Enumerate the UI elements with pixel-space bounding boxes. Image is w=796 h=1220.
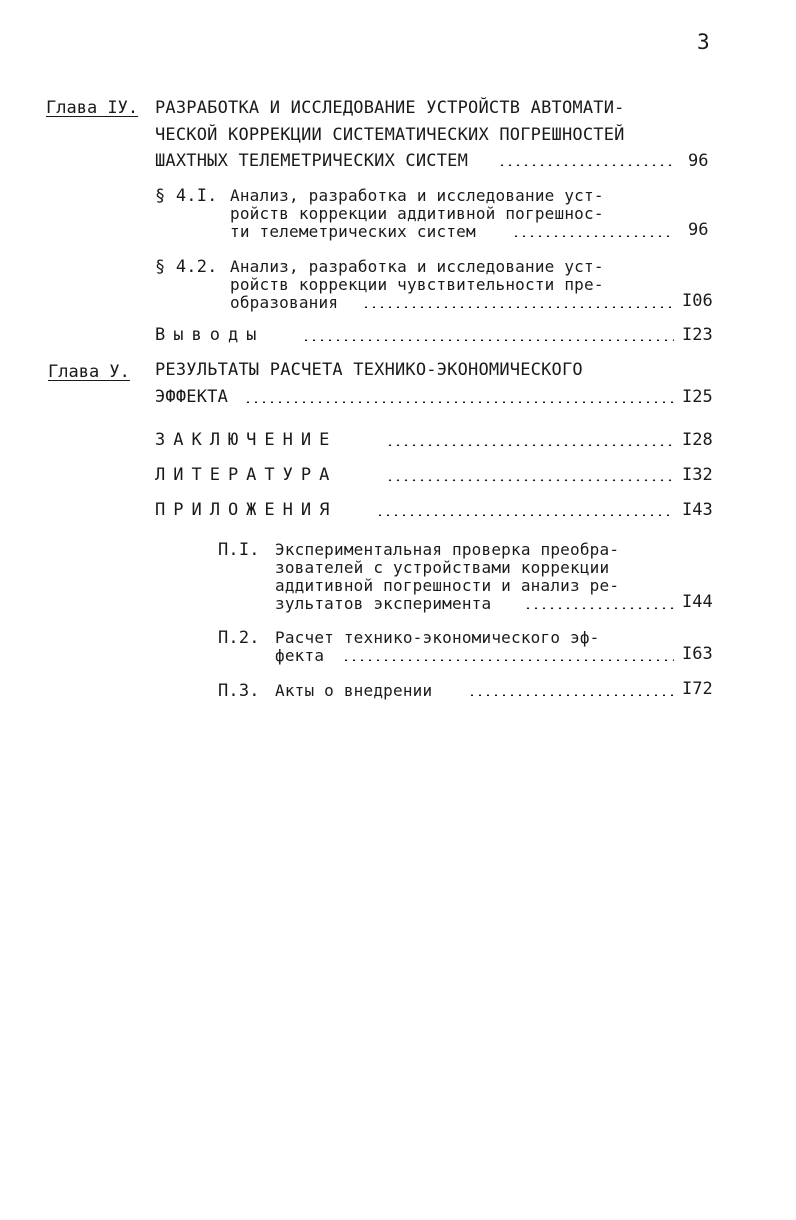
appendix-2-number: П.2. <box>218 628 260 648</box>
appendix-2-line-1: Расчет технико-экономического эф- <box>275 628 600 647</box>
literature-page: I32 <box>682 465 713 485</box>
appendix-1-line-3: аддитивной погрешности и анализ ре- <box>275 576 620 595</box>
section-4-2-number: § 4.2. <box>155 257 218 277</box>
appendix-2-line-2: фекта <box>275 646 325 665</box>
chapter5-page: I25 <box>682 387 713 407</box>
appendix-3-page: I72 <box>682 679 713 699</box>
section-4-1-line-3: ти телеметрических систем <box>230 222 476 241</box>
leader-dots <box>512 235 674 237</box>
section-4-2-page: I06 <box>682 291 713 311</box>
appendix-1-line-2: зователей с устройствами коррекции <box>275 558 610 577</box>
page-number: 3 <box>697 30 710 54</box>
literature-label: ЛИТЕРАТУРА <box>155 465 338 485</box>
chapter5-label: Глава У. <box>48 362 130 382</box>
appendix-1-number: П.I. <box>218 540 260 560</box>
leader-dots <box>468 694 674 696</box>
chapter4-title-line-1: РАЗРАБОТКА И ИССЛЕДОВАНИЕ УСТРОЙСТВ АВТОМАТИ- <box>155 98 625 118</box>
chapter5-title-line-1: РЕЗУЛЬТАТЫ РАСЧЕТА ТЕХНИКО-ЭКОНОМИЧЕСКОГО <box>155 360 583 380</box>
section-4-2-line-3: образования <box>230 293 339 312</box>
section-4-1-line-1: Анализ, разработка и исследование уст- <box>230 186 604 205</box>
leader-dots <box>386 479 674 481</box>
leader-dots <box>244 401 674 403</box>
conclusion-page: I28 <box>682 430 713 450</box>
leader-dots <box>386 444 674 446</box>
appendix-1-page: I44 <box>682 592 713 612</box>
appendices-label: ПРИЛОЖЕНИЯ <box>155 500 338 520</box>
conclusions-label: Выводы <box>155 325 265 345</box>
section-4-2-line-1: Анализ, разработка и исследование уст- <box>230 257 604 276</box>
leader-dots <box>302 339 674 341</box>
chapter4-title-line-3: ШАХТНЫХ ТЕЛЕМЕТРИЧЕСКИХ СИСТЕМ <box>155 151 469 171</box>
leader-dots <box>498 164 674 166</box>
chapter4-page: 96 <box>688 151 709 171</box>
section-4-1-number: § 4.I. <box>155 186 218 206</box>
appendices-page: I43 <box>682 500 713 520</box>
conclusion-label: ЗАКЛЮЧЕНИЕ <box>155 430 338 450</box>
section-4-2-line-2: ройств коррекции чувствительности пре- <box>230 275 604 294</box>
appendix-1-line-1: Экспериментальная проверка преобра- <box>275 540 620 559</box>
appendix-1-line-4: зультатов эксперимента <box>275 594 492 613</box>
section-4-1-page: 96 <box>688 220 709 240</box>
conclusions-page: I23 <box>682 325 713 345</box>
chapter5-title-line-2: ЭФФЕКТА <box>155 387 229 407</box>
leader-dots <box>376 514 674 516</box>
leader-dots <box>524 607 674 609</box>
chapter4-label: Глава IУ. <box>46 98 139 118</box>
appendix-3-number: П.3. <box>218 681 260 701</box>
appendix-2-page: I63 <box>682 644 713 664</box>
leader-dots <box>342 659 674 661</box>
section-4-1-line-2: ройств коррекции аддитивной погрешнос- <box>230 204 604 223</box>
appendix-3-line-1: Акты о внедрении <box>275 681 433 700</box>
leader-dots <box>362 306 674 308</box>
chapter4-title-line-2: ЧЕСКОЙ КОРРЕКЦИИ СИСТЕМАТИЧЕСКИХ ПОГРЕШНОСТЕЙ <box>155 125 625 145</box>
